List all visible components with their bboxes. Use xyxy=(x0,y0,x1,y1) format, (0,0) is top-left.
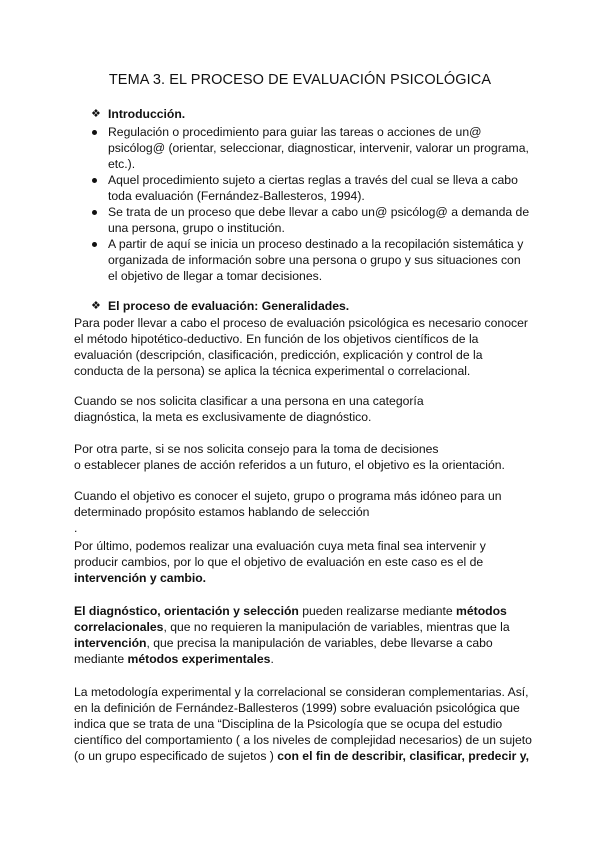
paragraph-line: en la definición de Fernández-Ballesteros (1999) sobre evaluación psicológica que xyxy=(74,701,520,715)
bold-text: métodos experimentales xyxy=(127,652,271,666)
text-run: mediante xyxy=(74,652,128,666)
paragraph-line: científico del comportamiento ( a los niveles de complejidad necesarios) de un sujeto xyxy=(74,733,532,747)
bullet-1-line: psicólog@ (orientar, seleccionar, diagnosticar, intervenir, valorar un programa, xyxy=(108,141,529,155)
paragraph-line: La metodología experimental y la correlacional se consideran complementarias. Así, xyxy=(74,685,529,699)
bullet-3-line: una persona, grupo o institución. xyxy=(108,221,285,235)
paragraph-line: evaluación (descripción, clasificación, predicción, explicación y control de la xyxy=(74,348,483,362)
bullet-dot-icon xyxy=(92,210,97,215)
bullet-4-line: el objetivo de llegar a tomar decisiones. xyxy=(108,269,323,283)
paragraph-line: Por otra parte, si se nos solicita consejo para la toma de decisiones xyxy=(74,442,439,456)
paragraph-line xyxy=(74,635,493,651)
text-run: (o un grupo especificado de sujetos ) xyxy=(74,749,278,763)
paragraph-line: indica que se trata de una “Disciplina de la Psicología que se ocupa del estudio xyxy=(74,717,503,731)
paragraph-line: Por último, podemos realizar una evaluación cuya meta final sea intervenir y xyxy=(74,539,486,553)
bullet-2-line: Aquel procedimiento sujeto a ciertas reglas a través del cual se lleva a cabo xyxy=(108,173,518,187)
bullet-dot-icon xyxy=(92,242,97,247)
paragraph-line xyxy=(74,651,274,667)
paragraph-line: Cuando se nos solicita clasificar a una persona en una categoría xyxy=(74,394,424,408)
paragraph-line: Cuando el objetivo es conocer el sujeto, grupo o programa más idóneo para un xyxy=(74,489,502,503)
bullet-4-line: organizada de información sobre una persona o grupo y sus situaciones con xyxy=(108,253,521,267)
paragraph-bold-line: intervención y cambio. xyxy=(74,571,207,585)
bold-text: El diagnóstico, orientación y selección xyxy=(74,604,299,618)
bold-text: con el fin de describir, clasificar, predecir y, xyxy=(277,749,530,763)
bullet-4-line: A partir de aquí se inicia un proceso destinado a la recopilación sistemática y xyxy=(108,237,524,251)
diamond-bullet-icon: ❖ xyxy=(91,108,101,120)
paragraph-line: conducta de la persona) se aplica la técnica experimental o correlacional. xyxy=(74,364,471,378)
diamond-bullet-icon: ❖ xyxy=(91,300,101,312)
text-run: . xyxy=(270,652,274,666)
section-heading-introduccion: Introducción. xyxy=(108,107,186,121)
bold-text: métodos xyxy=(456,604,507,618)
bullet-dot-icon xyxy=(92,130,97,135)
text-run: , que precisa la manipulación de variables, debe llevarse a cabo xyxy=(146,636,493,650)
paragraph-line: o establecer planes de acción referidos a un futuro, el objetivo es la orientación. xyxy=(74,458,505,472)
bullet-dot-icon xyxy=(92,178,97,183)
paragraph-line: . xyxy=(74,521,78,535)
text-run: , que no requieren la manipulación de variables, mientras que la xyxy=(163,620,510,634)
paragraph-line: Para poder llevar a cabo el proceso de evaluación psicológica es necesario conocer xyxy=(74,316,528,330)
bullet-1-line: etc.). xyxy=(108,157,136,171)
paragraph-line: determinado propósito estamos hablando de selección xyxy=(74,505,370,519)
bullet-1-line: Regulación o procedimiento para guiar las tareas o acciones de un@ xyxy=(108,125,482,139)
bullet-2-line: toda evaluación (Fernández-Ballesteros, 1994). xyxy=(108,189,365,203)
page-title: TEMA 3. EL PROCESO DE EVALUACIÓN PSICOLÓGICA xyxy=(108,72,492,88)
bullet-3-line: Se trata de un proceso que debe llevar a cabo un@ psicólog@ a demanda de xyxy=(108,205,530,219)
paragraph-line xyxy=(74,619,510,635)
paragraph-line xyxy=(74,603,507,619)
bold-text: correlacionales xyxy=(74,620,164,634)
text-run: pueden realizarse mediante xyxy=(298,604,457,618)
paragraph-line: el método hipotético-deductivo. En función de los objetivos científicos de la xyxy=(74,332,479,346)
section-heading-generalidades: El proceso de evaluación: Generalidades. xyxy=(108,299,350,313)
bold-text: intervención xyxy=(74,636,147,650)
paragraph-line: producir cambios, por lo que el objetivo de evaluación en este caso es el de xyxy=(74,555,484,569)
paragraph-line: diagnóstica, la meta es exclusivamente de diagnóstico. xyxy=(74,410,372,424)
paragraph-line xyxy=(74,748,529,764)
